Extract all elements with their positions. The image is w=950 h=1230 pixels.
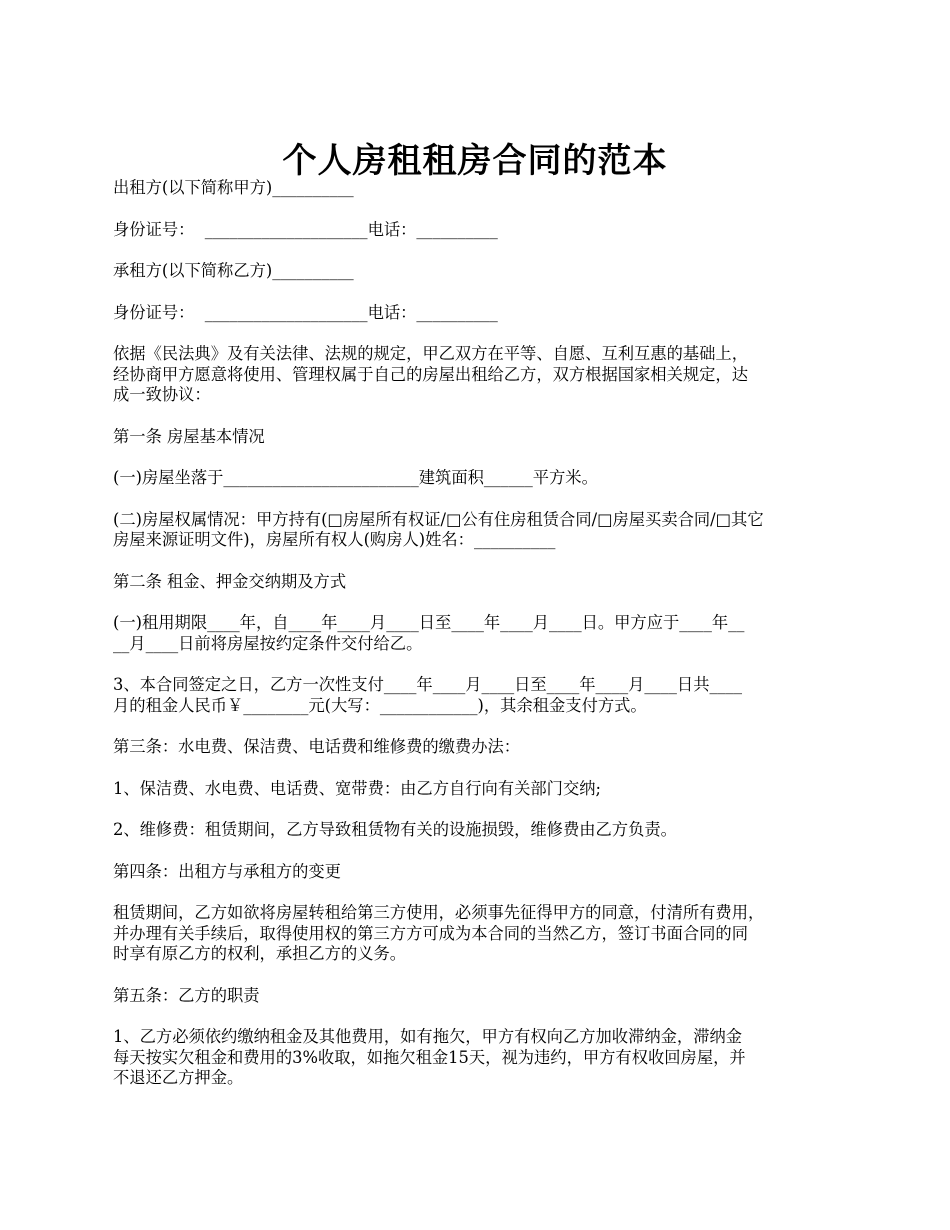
section-heading-article-3: 第三条：水电费、保洁费、电话费和维修费的缴费办法： [113,737,521,756]
paragraph-sublease: 租赁期间，乙方如欲将房屋转租给第三方使用，必须事先征得甲方的同意，付清所有费用， 并办理有关手续后，取得使用权的第三方方可成为本合同的当然乙方，签订书面合同的同 时享有原乙方的权利，承担乙方的义务。 [113,903,765,963]
paragraph-lessee-duties: 1、乙方必须依约缴纳租金及其他费用，如有拖欠，甲方有权向乙方加收滞纳金，滞纳金 每天按实欠租金和费用的3%收取，如拖欠租金15天，视为违约，甲方有权收回房屋，并 不退还乙方押金。 [113,1027,746,1087]
paragraph-lessor: 出租方(以下简称甲方)__________ [113,178,354,197]
paragraph-property-location: (一)房屋坐落于________________________建筑面积______平方米。 [113,468,598,487]
section-heading-article-1: 第一条 房屋基本情况 [113,426,265,446]
paragraph-rent-payment: 3、本合同签定之日，乙方一次性支付____年____月____日至____年____月____日共____ 月的租金人民币￥________元(大写：____________)，其余租金支付方式。 [113,675,743,715]
paragraph-lease-term: (一)租用期限____年，自____年____月____日至____年____月____日。甲方应于____年__ __月____日前将房屋按约定条件交付给乙。 [113,613,745,653]
section-heading-article-4: 第四条：出租方与承租方的变更 [113,861,341,881]
paragraph-repair-fees: 2、维修费：租赁期间，乙方导致租赁物有关的设施损毁，维修费由乙方负责。 [113,820,677,839]
document-body [113,178,845,1110]
paragraph-preamble: 依据《民法典》及有关法律、法规的规定，甲乙双方在平等、自愿、互利互惠的基础上， 经协商甲方愿意将使用、管理权属于自己的房屋出租给乙方，双方根据国家相关规定，达 成一致协议： [113,344,748,404]
section-heading-article-2: 第二条 租金、押金交纳期及方式 [113,571,347,591]
paragraph-lessor-id-phone: 身份证号： ____________________电话：__________ [113,219,498,239]
paragraph-lessee: 承租方(以下简称乙方)__________ [113,261,354,280]
paragraph-utility-fees: 1、保洁费、水电费、电话费、宽带费：由乙方自行向有关部门交纳; [113,778,602,798]
document-title: 个人房租租房合同的范本 [282,140,668,181]
paragraph-property-ownership: (二)房屋权属情况：甲方持有(□房屋所有权证/□公有住房租赁合同/□房屋买卖合同/□其它 房屋来源证明文件)，房屋所有权人(购房人)姓名：__________ [113,509,764,549]
paragraph-lessee-id-phone: 身份证号： ____________________电话：__________ [113,302,498,322]
section-heading-article-5: 第五条：乙方的职责 [113,985,260,1005]
